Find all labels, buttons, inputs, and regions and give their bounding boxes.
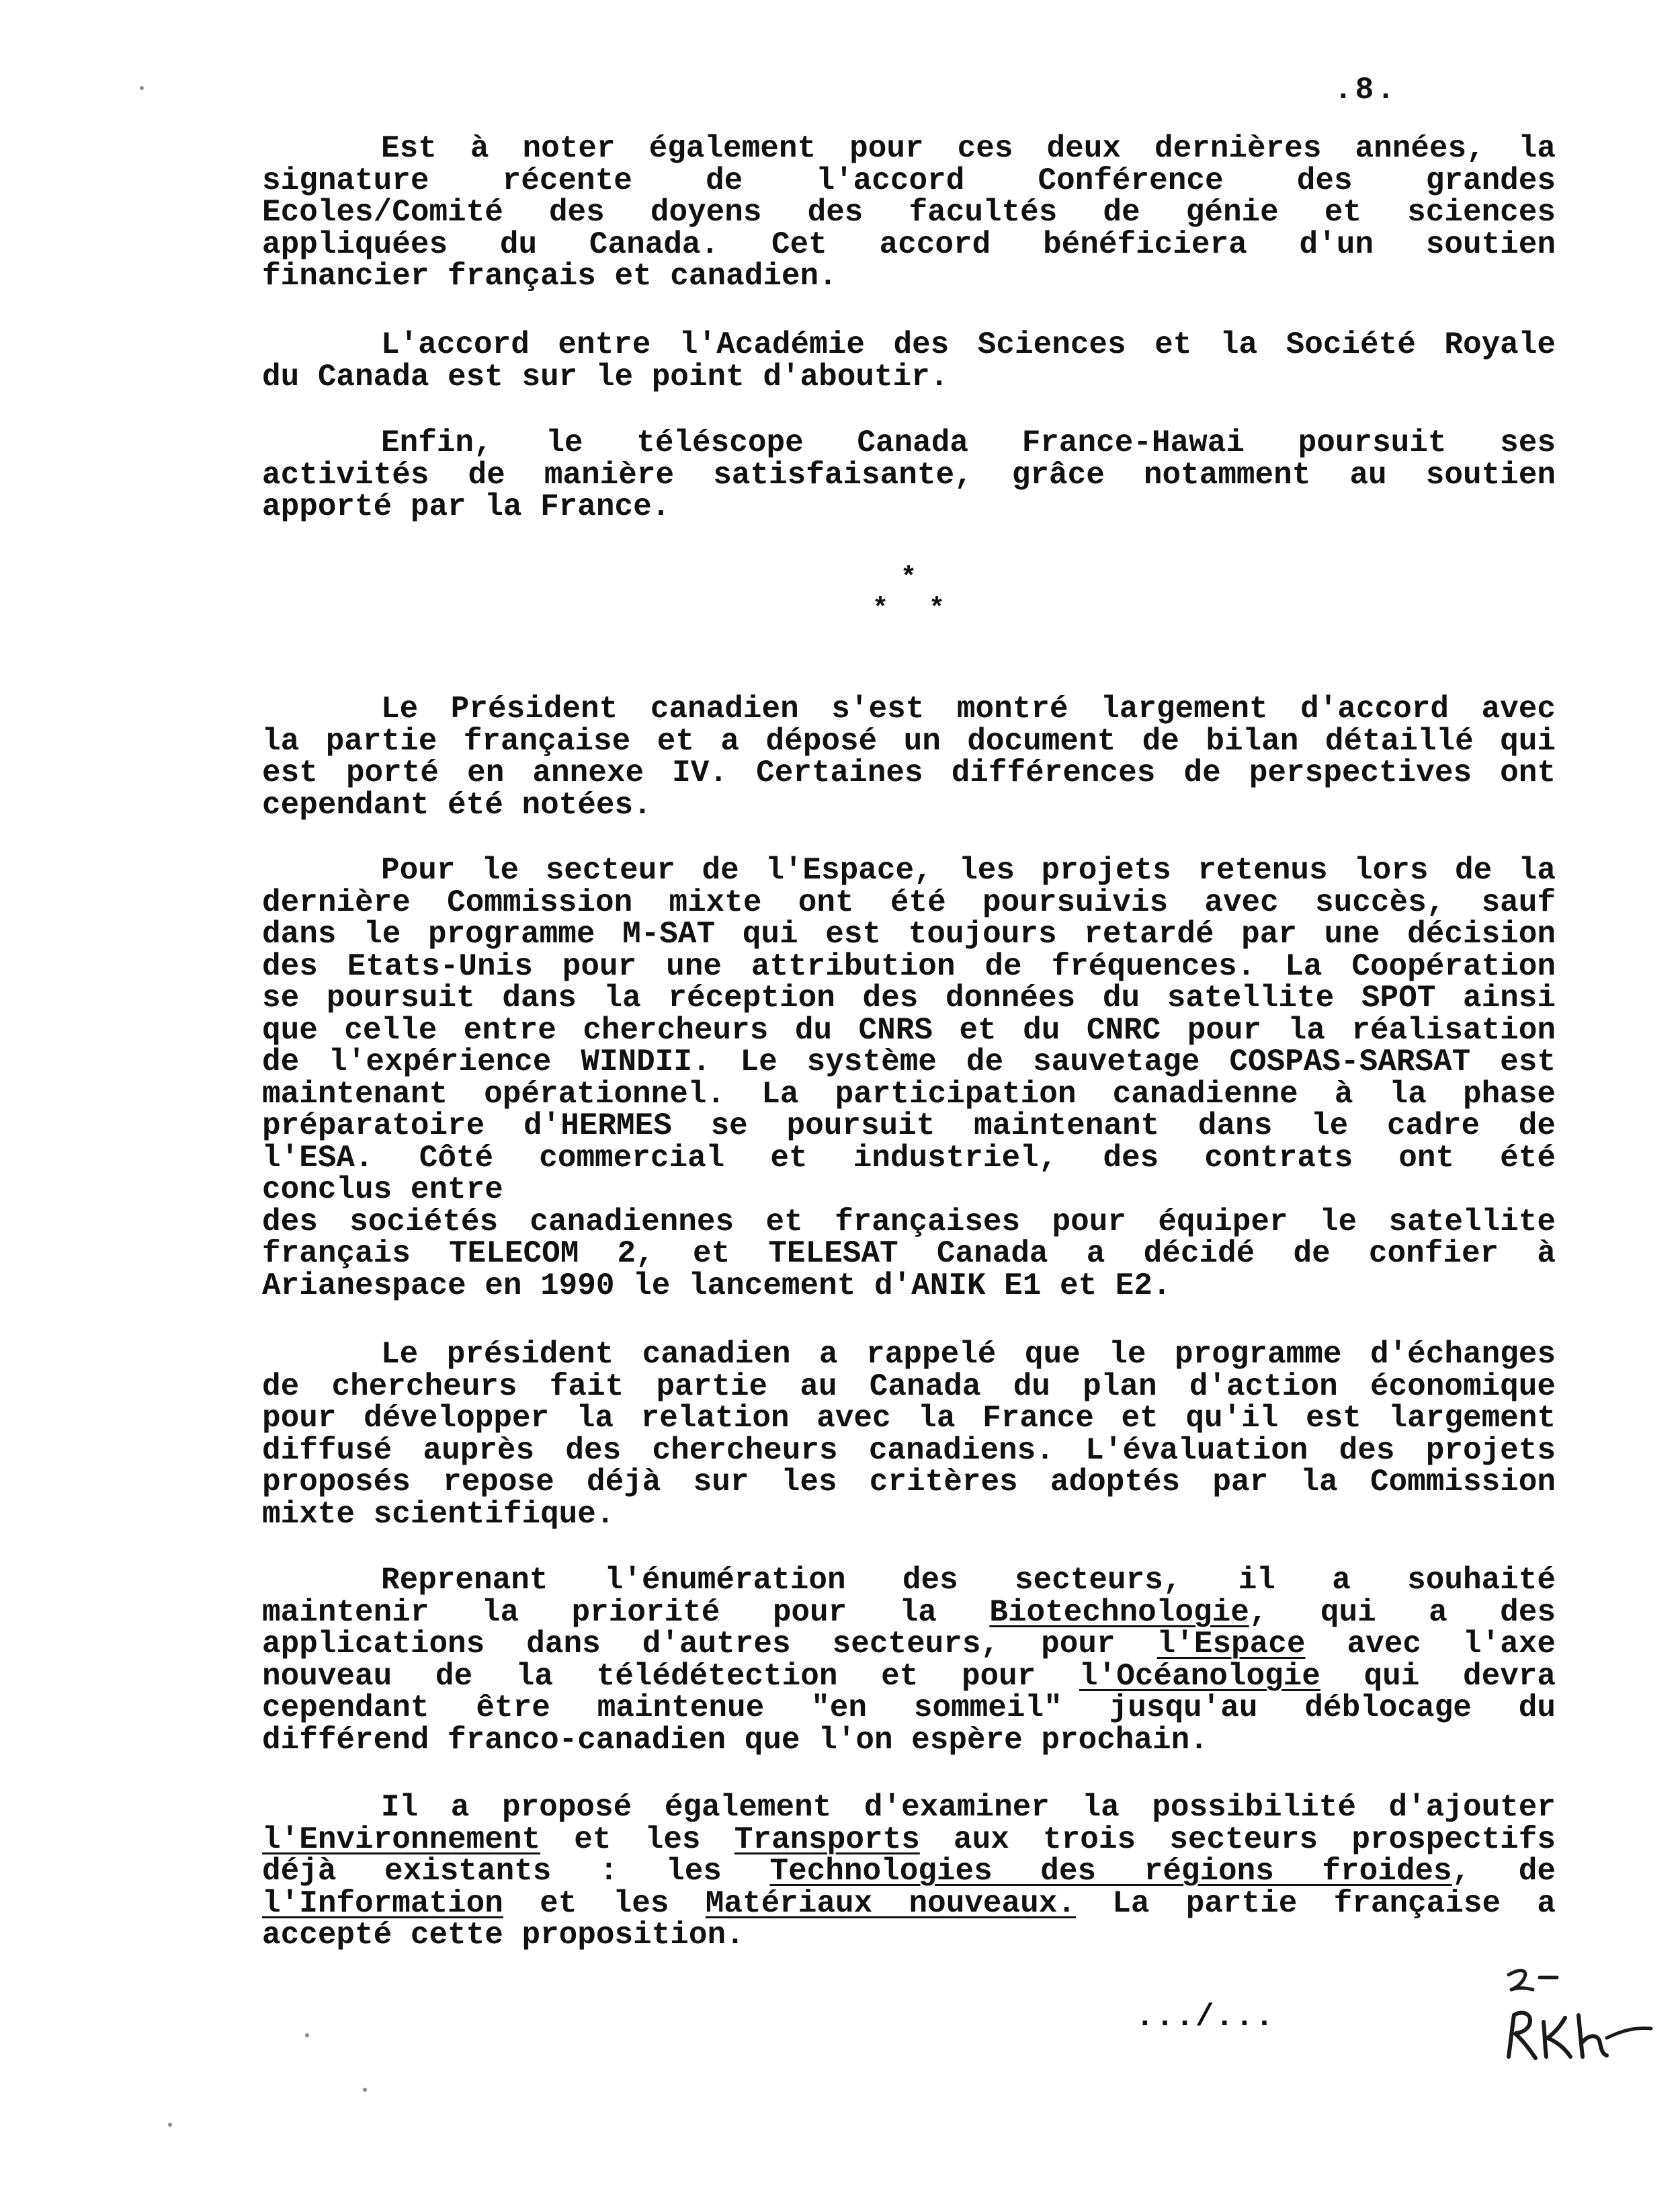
paragraph-grandes-ecoles	[262, 133, 1556, 293]
text-line: apporté par la France.	[262, 489, 671, 524]
text-fragment: applications dans d'autres secteurs, pour	[262, 1627, 1157, 1662]
text-fragment: et les	[540, 1822, 734, 1857]
underlined-oceanologie: l'Océanologie	[1079, 1658, 1320, 1694]
paragraph-espace	[262, 855, 1556, 1302]
scan-speck	[168, 2123, 172, 2127]
text-line: financier français et canadien.	[262, 259, 837, 294]
president-lead-rest: s'est montré largement d'accord avec	[798, 692, 1556, 727]
text-line: des Etats-Unis pour une attribution de fréquences. La Coopération	[262, 948, 1556, 984]
separator-star-right: *	[929, 594, 946, 624]
text-line: cependant être maintenue "en sommeil" jusqu'au déblocage du	[262, 1690, 1556, 1725]
text-line: Ecoles/Comité des doyens des facultés de génie et sciences	[262, 195, 1556, 230]
paragraph-president-canadien	[262, 694, 1556, 821]
text-line: français TELECOM 2, et TELESAT Canada a décidé de confier à	[262, 1236, 1556, 1271]
separator-star-left: *	[872, 594, 889, 624]
paragraph-academie	[262, 329, 1556, 393]
text-line: différend franco-canadien que l'on espère prochain.	[262, 1722, 1208, 1758]
underlined-technologies-regions-froides: Technologies des régions froides	[769, 1854, 1452, 1889]
handwritten-initials	[1495, 1963, 1656, 2077]
text-line	[262, 1824, 1556, 1856]
text-line: se poursuit dans la réception des données du satellite SPOT ainsi	[262, 981, 1556, 1016]
text-line: signature récente de l'accord Conférence des grandes	[262, 163, 1556, 198]
text-line: des sociétés canadiennes et françaises pour équiper le satellite	[262, 1204, 1556, 1239]
text-fragment: nouveau de la télédétection et pour	[262, 1658, 1080, 1694]
text-line: de chercheurs fait partie au Canada du plan d'action économique	[262, 1369, 1556, 1404]
underlined-espace: l'Espace	[1157, 1627, 1306, 1662]
text-fragment: déjà existants : les	[262, 1854, 770, 1889]
text-line: Reprenant l'énumération des secteurs, il a souhaité	[381, 1563, 1556, 1598]
continuation-mark: .../...	[1136, 2000, 1275, 2035]
text-line: mixte scientifique.	[262, 1496, 615, 1532]
text-fragment: aux trois secteurs prospectifs	[919, 1822, 1556, 1857]
text-line	[262, 1658, 1556, 1694]
text-fragment: La partie française a	[1075, 1885, 1556, 1921]
paragraph-nouveaux-secteurs	[262, 1792, 1556, 1952]
text-line: appliquées du Canada. Cet accord bénéficiera d'un soutien	[262, 227, 1556, 262]
page-number: .8.	[1334, 73, 1398, 108]
text-fragment: , qui a des	[1249, 1594, 1556, 1630]
text-line: préparatoire d'HERMES se poursuit maintenant dans le cadre de	[262, 1108, 1556, 1143]
text-fragment: , de	[1452, 1854, 1556, 1889]
text-fragment: et les	[503, 1885, 706, 1921]
text-line: proposés repose déjà sur les critères adoptés par la Commission	[262, 1465, 1556, 1500]
text-line: l'ESA. Côté commercial et industriel, des contrats ont été	[262, 1140, 1556, 1176]
paragraph-echanges-chercheurs	[262, 1339, 1556, 1530]
text-line: Il a proposé également d'examiner la possibilité d'ajouter	[381, 1790, 1556, 1825]
text-line: activités de manière satisfaisante, grâce notamment au soutien	[262, 457, 1556, 493]
text-line: que celle entre chercheurs du CNRS et du CNRC pour la réalisation	[262, 1012, 1556, 1048]
underlined-biotechnologie: Biotechnologie	[989, 1594, 1249, 1630]
text-line: accepté cette proposition.	[262, 1918, 745, 1953]
scan-speck	[140, 86, 144, 90]
paragraph-telescope	[262, 427, 1556, 524]
underlined-materiaux-nouveaux: Matériaux nouveaux.	[705, 1885, 1076, 1921]
text-line: de l'expérience WINDII. Le système de sauvetage COSPAS-SARSAT est	[262, 1045, 1556, 1079]
text-line: la partie française et a déposé un document de bilan détaillé qui	[262, 723, 1556, 759]
text-line: Arianespace en 1990 le lancement d'ANIK E1 et E2.	[262, 1268, 1171, 1303]
text-line: Est à noter également pour ces deux dernières années, la	[381, 131, 1556, 166]
text-line: diffusé auprès des chercheurs canadiens. L'évaluation des projets	[262, 1432, 1556, 1468]
scan-speck	[363, 2088, 367, 2092]
text-line	[262, 1885, 1556, 1921]
text-line: L'accord entre l'Académie des Sciences et la Société Royale	[381, 327, 1556, 362]
text-line	[262, 1594, 1556, 1630]
text-line: du Canada est sur le point d'aboutir.	[262, 359, 949, 395]
text-line	[262, 694, 1556, 726]
separator-star-top: *	[900, 563, 917, 594]
underlined-information: l'Information	[262, 1885, 503, 1921]
underlined-environnement: l'Environnement	[262, 1822, 541, 1857]
text-line: dernière Commission mixte ont été poursuivis avec succès, sauf	[262, 885, 1556, 920]
text-line: Le président canadien a rappelé que le programme d'échanges	[381, 1337, 1556, 1372]
scan-speck	[305, 2033, 309, 2037]
text-fragment: maintenir la priorité pour la	[262, 1594, 990, 1630]
text-line: cependant été notées.	[262, 787, 652, 823]
text-line: dans le programme M-SAT qui est toujours retardé par une décision	[262, 917, 1556, 952]
text-line	[262, 1629, 1556, 1661]
text-line: Pour le secteur de l'Espace, les projets retenus lors de la	[381, 853, 1556, 888]
paragraph-secteurs	[262, 1565, 1556, 1756]
text-line: pour développer la relation avec la France et qu'il est largement	[262, 1401, 1556, 1436]
text-line	[262, 1856, 1556, 1888]
text-fragment: qui devra	[1320, 1658, 1556, 1694]
text-line: Enfin, le téléscope Canada France-Hawai poursuit ses	[381, 425, 1556, 460]
text-line: maintenant opérationnel. La participation canadienne à la phase	[262, 1076, 1556, 1112]
text-line: conclus entre	[262, 1172, 503, 1207]
text-line: est porté en annexe IV. Certaines différences de perspectives ont	[262, 756, 1556, 790]
text-fragment: avec l'axe	[1305, 1627, 1556, 1662]
underlined-transports: Transports	[734, 1822, 920, 1857]
president-lead: Le Président canadien	[381, 692, 799, 727]
